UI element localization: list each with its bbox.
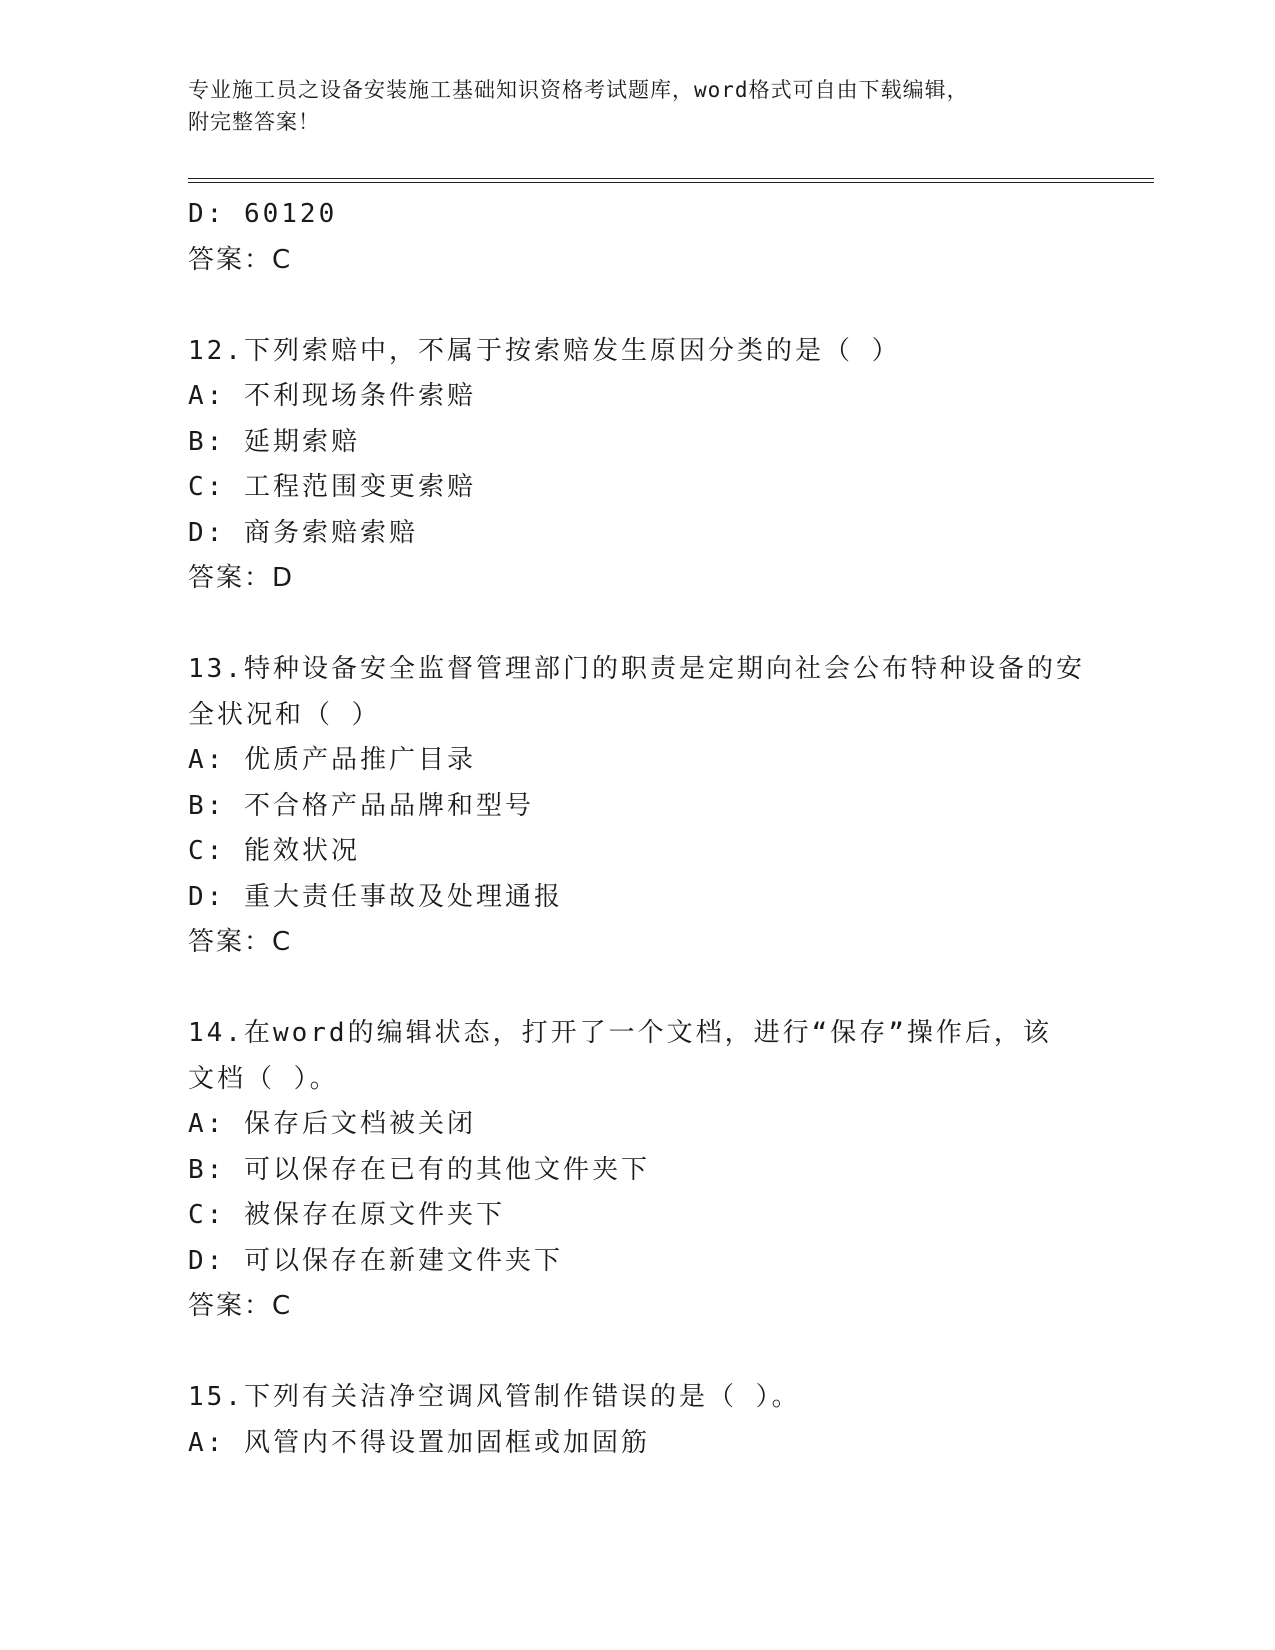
option-b: B: 可以保存在已有的其他文件夹下 [188,1154,650,1185]
option-a: A: 风管内不得设置加固框或加固筋 [188,1427,650,1458]
spacer [188,1330,1088,1376]
option-c: C: 工程范围变更索赔 [188,472,476,502]
question-stem-line-2: 文档（ ）。 [188,1063,339,1094]
question-15 [188,1375,1088,1466]
option-a: A: 优质产品推广目录 [188,745,476,775]
page-header [188,74,1068,138]
spacer [188,966,1088,1012]
option-a: A: 保存后文档被关闭 [188,1109,476,1139]
question-stem: 15.下列有关洁净空调风管制作错误的是（ ）。 [188,1382,801,1412]
question-stem-line-1: 13.特种设备安全监督管理部门的职责是定期向社会公布特种设备的安 [188,654,1085,684]
header-line-2: 附完整答案！ [188,110,320,134]
answer: 答案：C [188,1291,293,1321]
option-d: D: 重大责任事故及处理通报 [188,881,563,912]
question-stem-line-2: 全状况和（ ） [188,699,381,730]
header-divider-top [188,178,1154,179]
question-12 [188,329,1088,602]
option-b: B: 延期索赔 [188,426,360,457]
answer: 答案：C [188,927,293,957]
spacer [188,283,1088,329]
option-c: C: 被保存在原文件夹下 [188,1200,505,1230]
answer: 答案：D [188,563,295,593]
carryover-answer: 答案：C [188,244,293,275]
question-stem: 12.下列索赔中，不属于按索赔发生原因分类的是（ ） [188,335,901,366]
question-13 [188,647,1088,966]
carryover-option-d: D: 60120 [188,199,338,229]
option-d: D: 商务索赔索赔 [188,517,418,548]
option-a: A: 不利现场条件索赔 [188,381,476,411]
header-line-1: 专业施工员之设备安装施工基础知识资格考试题库，word格式可自由下载编辑， [188,78,969,102]
question-list [188,192,1088,1466]
option-c: C: 能效状况 [188,836,360,866]
option-d: D: 可以保存在新建文件夹下 [188,1245,563,1276]
question-stem-line-1: 14.在word的编辑状态，打开了一个文档，进行“保存”操作后，该 [188,1018,1052,1048]
spacer [188,602,1088,648]
question-14 [188,1011,1088,1330]
option-b: B: 不合格产品品牌和型号 [188,790,534,821]
header-divider-bottom [188,182,1154,183]
